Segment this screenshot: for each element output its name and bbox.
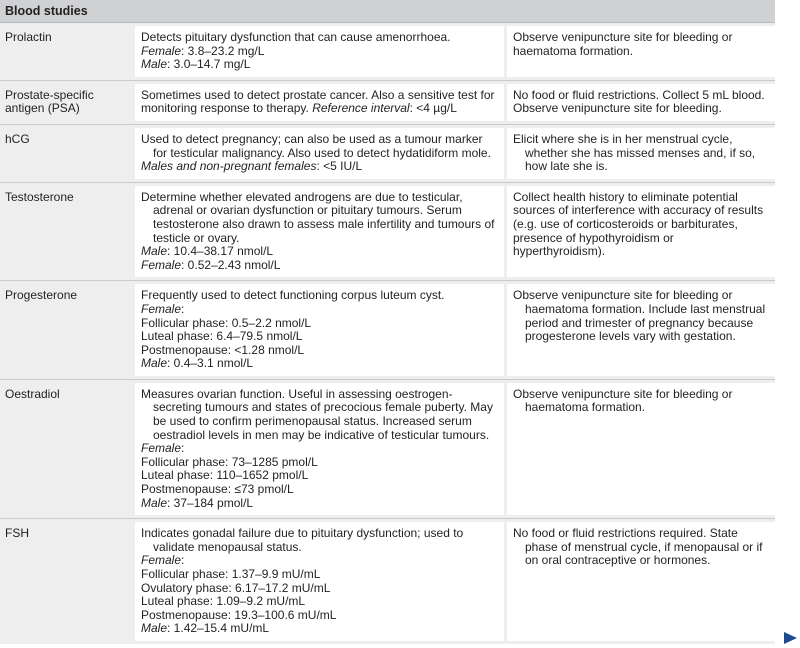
table-row [0,81,775,125]
nursing-notes: Observe venipuncture site for bleeding or haematoma formation. [507,383,775,515]
table-row [0,125,775,183]
nursing-notes: Elicit where she is in her menstrual cycle, whether she has missed menses and, if so, how late she is. [507,128,775,179]
test-description: Sometimes used to detect prostate cancer. Also a sensitive test for monitoring response to therapy. Reference interval: <4 µg/L [135,84,504,121]
nursing-notes: Observe venipuncture site for bleeding or haematoma formation. [507,26,775,77]
nursing-notes: Collect health history to eliminate potential sources of interference with accuracy of results (e.g. use of corticosteroids or barbiturates, presence of hypothyroidism or hyperthyroidism). [507,186,775,278]
test-description: Detects pituitary dysfunction that can cause amenorrhoea. Female: 3.8–23.2 mg/L Male: 3.0–14.7 mg/L [135,26,504,77]
nursing-notes: No food or fluid restrictions required. State phase of menstrual cycle, if menopausal or if on oral contraceptive or hormones. [507,522,775,641]
test-name: hCG [5,131,30,146]
table-row [0,380,775,519]
test-name: Testosterone [5,189,74,204]
table-row [0,519,775,644]
test-name: FSH [5,526,29,541]
table-row [0,281,775,380]
test-description: Frequently used to detect functioning corpus luteum cyst. Female: Follicular phase: 0.5–2.2 nmol/L Luteal phase: 6.4–79.5 nmol/L Postmenopause: <1.28 nmol/L Male: 0.4–3.1 nmol/L [135,284,504,376]
test-description: Used to detect pregnancy; can also be used as a tumour marker for testicular malignancy. Also used to detect hydatidiform mole. Males and non-pregnant females: <5 IU/L [135,128,504,179]
test-name: Progesterone [5,288,78,303]
test-description: Indicates gonadal failure due to pituitary dysfunction; used to validate menopausal status. Female: Follicular phase: 1.37–9.9 mU/mL Ovulatory phase: 6.17–17.2 mU/mL Luteal phase: 1.09–9.2 mU/mL Postmenopause: 19.3–100.6 mU/mL Male: 1.42–15.4 mU/mL [135,522,504,641]
table-row [0,23,775,81]
test-description: Measures ovarian function. Useful in assessing oestrogen-secreting tumours and states of precocious female puberty. May be used to confirm perimenopausal status. Increased serum oestradiol levels in men may be indicative of testicular tumours. Female: Follicular phase: 73–1285 pmol/L Luteal phase: 110–1652 pmol/L Postmenopause: ≤73 pmol/L Male: 37–184 pmol/L [135,383,504,515]
nursing-notes: No food or fluid restrictions. Collect 5 mL blood. Observe venipuncture site for bleeding. [507,84,775,121]
table-row [0,183,775,282]
test-name: Prostate-specific antigen (PSA) [5,87,94,116]
nursing-notes: Observe venipuncture site for bleeding or haematoma formation. Include last menstrual period and trimester of pregnancy because progesterone levels vary with gestation. [507,284,775,376]
test-name: Oestradiol [5,386,60,401]
next-page-arrow-icon[interactable] [784,632,797,644]
section-title: Blood studies [0,0,775,23]
test-description: Determine whether elevated androgens are due to testicular, adrenal or ovarian dysfunction or pituitary tumours. Serum testosterone also drawn to assess male infertility and tumours of testicle or ovary. Male: 10.4–38.17 nmol/L Female: 0.52–2.43 nmol/L [135,186,504,278]
test-name: Prolactin [5,30,52,44]
